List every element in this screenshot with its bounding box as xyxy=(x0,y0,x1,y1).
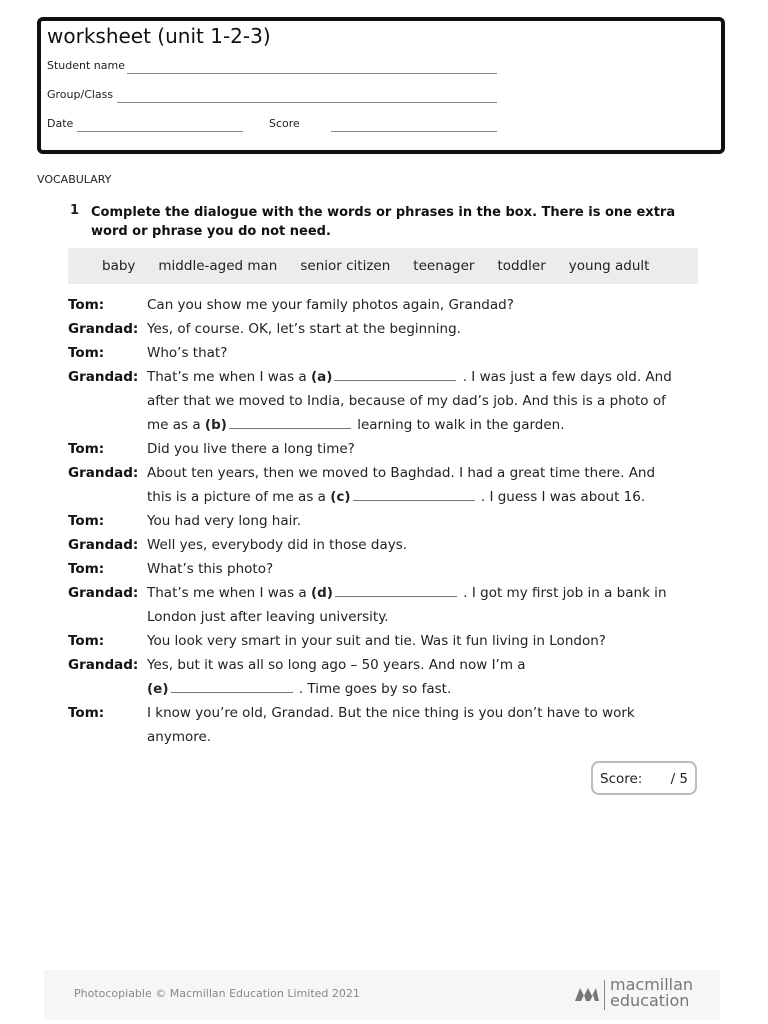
date-label: Date xyxy=(47,117,74,130)
dialogue-line xyxy=(68,341,708,365)
word-box-item: young adult xyxy=(568,258,650,274)
word-box-item: senior citizen xyxy=(300,258,391,274)
dialogue-line xyxy=(68,461,708,485)
dialogue-text xyxy=(147,677,707,701)
dialogue-text xyxy=(147,653,707,677)
dialogue-text xyxy=(147,365,707,389)
word-box-item: teenager xyxy=(413,258,475,274)
dialogue-segment: anymore. xyxy=(147,729,212,745)
word-box-item: toddler xyxy=(497,258,546,274)
speaker-label xyxy=(68,677,147,701)
dialogue-segment: Who’s that? xyxy=(147,345,228,361)
footer xyxy=(44,970,720,1020)
macmillan-logo xyxy=(574,976,714,1016)
dialogue-segment: Yes, but it was all so long ago – 50 years. And now I’m a xyxy=(147,657,526,673)
dialogue-segment: . I got my first job in a bank in xyxy=(458,585,667,601)
dialogue-text xyxy=(147,413,707,437)
score-box xyxy=(591,761,697,795)
speaker-label xyxy=(68,485,147,509)
dialogue-segment: Well yes, everybody did in those days. xyxy=(147,537,408,553)
answer-blank[interactable] xyxy=(229,416,351,429)
answer-blank[interactable] xyxy=(353,488,475,501)
dialogue-segment: Yes, of course. OK, let’s start at the beginning. xyxy=(147,321,461,337)
dialogue-segment: London just after leaving university. xyxy=(147,609,389,625)
dialogue-segment: You look very smart in your suit and tie. Was it fun living in London? xyxy=(147,633,606,649)
group-class-label: Group/Class xyxy=(47,88,114,101)
dialogue-text xyxy=(147,557,707,581)
dialogue-text xyxy=(147,725,707,749)
dialogue-line xyxy=(68,725,708,749)
word-box xyxy=(68,248,698,284)
dialogue-line xyxy=(68,485,708,509)
blank-letter: (a) xyxy=(310,369,333,385)
blank-letter: (e) xyxy=(147,681,169,697)
section-label: VOCABULARY xyxy=(37,173,112,186)
dialogue-text xyxy=(147,509,707,533)
question-number: 1 xyxy=(70,203,80,218)
dialogue-text xyxy=(147,461,707,485)
dialogue-line xyxy=(68,605,708,629)
logo-text-line2: education xyxy=(610,991,690,1010)
dialogue-text xyxy=(147,341,707,365)
dialogue-line xyxy=(68,317,708,341)
dialogue-line xyxy=(68,653,708,677)
dialogue-segment: What’s this photo? xyxy=(147,561,274,577)
dialogue-line xyxy=(68,701,708,725)
dialogue-segment: About ten years, then we moved to Baghdad. I had a great time there. And xyxy=(147,465,656,481)
dialogue-line xyxy=(68,437,708,461)
logo-text-line1: macmillan xyxy=(610,975,694,994)
dialogue-line xyxy=(68,629,708,653)
student-name-field[interactable] xyxy=(127,73,497,74)
dialogue-segment: Can you show me your family photos again, Grandad? xyxy=(147,297,514,313)
speaker-label: Tom: xyxy=(68,297,105,313)
dialogue-line xyxy=(68,293,708,317)
blank-letter: (b) xyxy=(204,417,227,433)
dialogue-text xyxy=(147,437,707,461)
dialogue-line xyxy=(68,509,708,533)
dialogue-text xyxy=(147,605,707,629)
dialogue-text xyxy=(147,389,707,413)
score-label: Score xyxy=(269,117,300,130)
speaker-label: Tom: xyxy=(68,705,105,721)
dialogue-text xyxy=(147,701,707,725)
group-class-field[interactable] xyxy=(117,102,497,103)
word-box-item: baby xyxy=(102,258,136,274)
blank-letter: (d) xyxy=(310,585,333,601)
dialogue-segment: . I guess I was about 16. xyxy=(476,489,646,505)
dialogue-text xyxy=(147,533,707,557)
student-name-label: Student name xyxy=(47,59,125,72)
dialogue-segment: this is a picture of me as a xyxy=(147,489,331,505)
header-box xyxy=(37,17,725,154)
dialogue-text xyxy=(147,485,707,509)
dialogue-segment: That’s me when I was a xyxy=(147,369,311,385)
speaker-label: Tom: xyxy=(68,513,105,529)
dialogue-line xyxy=(68,533,708,557)
speaker-label: Grandad: xyxy=(68,321,139,337)
answer-blank[interactable] xyxy=(335,584,457,597)
dialogue-segment: after that we moved to India, because of my dad’s job. And this is a photo of xyxy=(147,393,666,409)
score-field[interactable] xyxy=(331,131,497,132)
dialogue-segment: learning to walk in the garden. xyxy=(352,417,565,433)
speaker-label xyxy=(68,605,147,629)
dialogue xyxy=(68,293,708,749)
speaker-label: Grandad: xyxy=(68,537,139,553)
dialogue-segment: . Time goes by so fast. xyxy=(294,681,452,697)
dialogue-segment: I know you’re old, Grandad. But the nice thing is you don’t have to work xyxy=(147,705,635,721)
dialogue-segment: You had very long hair. xyxy=(147,513,301,529)
dialogue-line xyxy=(68,389,708,413)
dialogue-text xyxy=(147,629,707,653)
word-box-item: middle-aged man xyxy=(158,258,278,274)
dialogue-segment: me as a xyxy=(147,417,205,433)
dialogue-line xyxy=(68,677,708,701)
score-box-label: Score: xyxy=(600,771,643,787)
dialogue-text xyxy=(147,317,707,341)
logo-divider xyxy=(604,980,605,1010)
speaker-label xyxy=(68,725,147,749)
dialogue-text xyxy=(147,293,707,317)
speaker-label: Tom: xyxy=(68,345,105,361)
speaker-label: Tom: xyxy=(68,441,105,457)
speaker-label: Tom: xyxy=(68,633,105,649)
speaker-label: Grandad: xyxy=(68,369,139,385)
dialogue-line xyxy=(68,557,708,581)
dialogue-line xyxy=(68,365,708,389)
question-instruction: Complete the dialogue with the words or phrases in the box. There is one extra word or phrase you do not need. xyxy=(91,205,676,239)
blank-letter: (c) xyxy=(330,489,351,505)
speaker-label xyxy=(68,413,147,437)
dialogue-line xyxy=(68,581,708,605)
dialogue-segment: Did you live there a long time? xyxy=(147,441,355,457)
dialogue-segment: That’s me when I was a xyxy=(147,585,311,601)
speaker-label: Grandad: xyxy=(68,657,139,673)
speaker-label: Tom: xyxy=(68,561,105,577)
worksheet-title: worksheet (unit 1-2-3) xyxy=(47,24,271,48)
score-box-total: / 5 xyxy=(670,771,688,787)
answer-blank[interactable] xyxy=(334,368,456,381)
speaker-label: Grandad: xyxy=(68,585,139,601)
answer-blank[interactable] xyxy=(171,680,293,693)
dialogue-segment: . I was just a few days old. And xyxy=(458,369,672,385)
speaker-label xyxy=(68,389,147,413)
dialogue-line xyxy=(68,413,708,437)
copyright-text: Photocopiable © Macmillan Education Limited 2021 xyxy=(74,987,360,1000)
dialogue-text xyxy=(147,581,707,605)
date-field[interactable] xyxy=(77,131,243,132)
speaker-label: Grandad: xyxy=(68,465,139,481)
macmillan-logo-icon xyxy=(574,984,600,1002)
